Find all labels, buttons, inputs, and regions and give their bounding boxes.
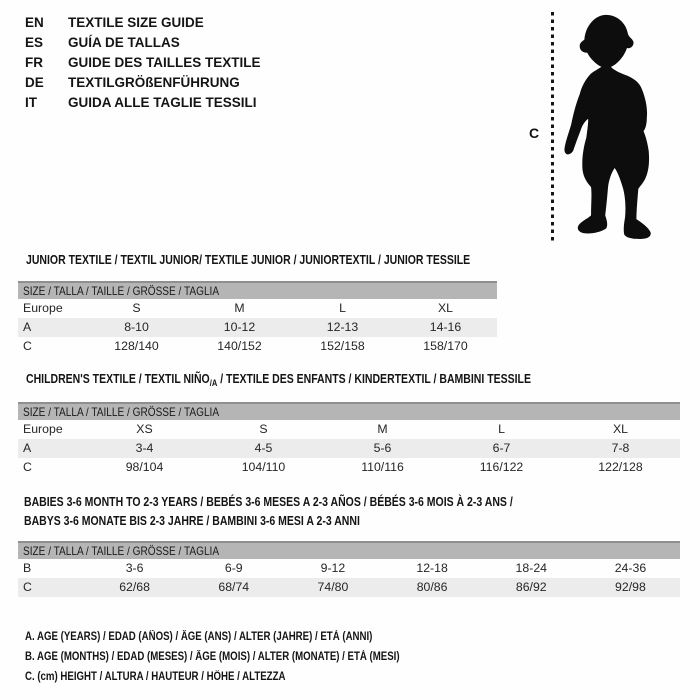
age-cell: 10-12 <box>223 320 256 334</box>
months-cell: 9-12 <box>320 561 346 575</box>
height-measure-label: C <box>529 125 540 141</box>
language-label: GUÍA DE TALLAS <box>68 35 180 50</box>
table-row-europe <box>18 420 680 439</box>
age-cell: 3-4 <box>135 441 154 455</box>
language-label: TEXTILGRÖßENFÜHRUNG <box>68 75 240 90</box>
table-row-age <box>18 439 680 458</box>
height-cell: 128/140 <box>114 339 159 353</box>
table-row-months <box>18 559 680 578</box>
language-row-en <box>25 13 261 33</box>
language-code: DE <box>25 75 44 90</box>
age-cell: 12-13 <box>326 320 359 334</box>
title-text: JUNIOR TEXTILE / TEXTIL JUNIOR/ TEXTILE JUNIOR / JUNIORTEXTIL / JUNIOR TESSILE <box>26 253 471 267</box>
language-code: EN <box>25 15 44 30</box>
row-label: Europe <box>23 422 63 436</box>
language-code: ES <box>25 35 44 50</box>
age-cell: 8-10 <box>124 320 149 334</box>
footnote-list <box>25 627 471 687</box>
language-code: FR <box>25 55 43 70</box>
language-label: GUIDE DES TAILLES TEXTILE <box>68 55 261 70</box>
height-cell: 122/128 <box>598 460 643 474</box>
age-cell: 14-16 <box>429 320 462 334</box>
size-cell: S <box>259 422 268 436</box>
language-row-fr <box>25 53 261 73</box>
junior-size-table <box>18 281 497 356</box>
language-row-it <box>25 93 261 113</box>
row-label: A <box>23 441 32 455</box>
age-cell: 6-7 <box>492 441 511 455</box>
height-cell: 86/92 <box>515 580 547 594</box>
table-row-height <box>18 578 680 597</box>
height-cell: 74/80 <box>317 580 349 594</box>
size-header-text: SIZE / TALLA / TAILLE / GRÖSSE / TAGLIA <box>23 544 220 558</box>
age-cell: 4-5 <box>254 441 273 455</box>
size-cell: L <box>339 301 346 315</box>
months-cell: 12-18 <box>416 561 448 575</box>
height-cell: 158/170 <box>423 339 468 353</box>
language-code: IT <box>25 95 37 110</box>
row-label: Europe <box>23 301 63 315</box>
size-cell: S <box>132 301 141 315</box>
height-cell: 68/74 <box>218 580 250 594</box>
size-header-text: SIZE / TALLA / TAILLE / GRÖSSE / TAGLIA <box>23 284 220 298</box>
footnote-text: C. (cm) HEIGHT / ALTURA / HAUTEUR / HÖHE / ALTEZZA <box>25 671 286 683</box>
children-table-title <box>26 370 627 393</box>
language-row-de <box>25 73 261 93</box>
height-cell: 140/152 <box>217 339 262 353</box>
title-text: / TEXTILE DES ENFANTS / KINDERTEXTIL / BAMBINI TESSILE <box>217 372 531 386</box>
age-cell: 5-6 <box>373 441 392 455</box>
height-cell: 104/110 <box>241 460 286 474</box>
footnote-a <box>25 627 471 647</box>
months-cell: 6-9 <box>224 561 243 575</box>
language-list <box>25 13 261 113</box>
height-cell: 116/122 <box>479 460 524 474</box>
footnote-text: B. AGE (MONTHS) / EDAD (MESES) / ÂGE (MOIS) / ALTER (MONATE) / ETÀ (MESI) <box>25 651 400 663</box>
row-label: C <box>23 460 32 474</box>
size-cell: L <box>498 422 505 436</box>
height-cell: 110/116 <box>361 460 404 474</box>
months-cell: 3-6 <box>125 561 144 575</box>
height-cell: 80/86 <box>416 580 448 594</box>
title-subscript: /A <box>209 378 218 388</box>
table-row-height <box>18 458 680 477</box>
footnote-b <box>25 647 471 667</box>
toddler-silhouette-icon <box>557 7 661 244</box>
language-row-es <box>25 33 261 53</box>
size-header-text: SIZE / TALLA / TAILLE / GRÖSSE / TAGLIA <box>23 405 220 419</box>
height-cell: 62/68 <box>119 580 150 594</box>
size-table-header <box>18 541 680 559</box>
height-cell: 98/104 <box>125 460 164 474</box>
junior-table-title <box>26 251 555 274</box>
size-table-header <box>18 281 497 299</box>
size-cell: M <box>234 301 245 315</box>
children-size-table <box>18 402 680 477</box>
row-label: A <box>23 320 32 334</box>
footnote-text: A. AGE (YEARS) / EDAD (AÑOS) / ÂGE (ANS) / ALTER (JAHRE) / ETÀ (ANNI) <box>25 631 373 643</box>
row-label: B <box>23 561 32 575</box>
row-label: C <box>23 339 32 353</box>
size-cell: M <box>377 422 388 436</box>
age-cell: 7-8 <box>611 441 630 455</box>
months-cell: 24-36 <box>614 561 647 575</box>
size-cell: XL <box>612 422 629 436</box>
size-table-header <box>18 402 680 420</box>
size-cell: XL <box>437 301 454 315</box>
table-row-europe <box>18 299 497 318</box>
size-cell: XS <box>136 422 153 436</box>
title-text: CHILDREN'S TEXTILE / TEXTIL NIÑO <box>26 372 210 386</box>
babies-table-title <box>24 493 606 531</box>
months-cell: 18-24 <box>515 561 547 575</box>
table-row-height <box>18 337 497 356</box>
height-cell: 92/98 <box>615 580 646 594</box>
height-measure-dotted-line <box>551 12 554 242</box>
language-label: GUIDA ALLE TAGLIE TESSILI <box>68 95 257 110</box>
footnote-c <box>25 667 471 687</box>
title-text: BABIES 3-6 MONTH TO 2-3 YEARS / BEBÉS 3-6 MESES A 2-3 AÑOS / BÉBÉS 3-6 MOIS À 2-3 ANS / <box>24 495 513 509</box>
height-cell: 152/158 <box>320 339 365 353</box>
row-label: C <box>23 580 32 594</box>
language-label: TEXTILE SIZE GUIDE <box>68 15 204 30</box>
babies-size-table <box>18 541 680 597</box>
title-text-line2: BABYS 3-6 MONATE BIS 2-3 JAHRE / BAMBINI 3-6 MESI A 2-3 ANNI <box>24 514 360 528</box>
table-row-age <box>18 318 497 337</box>
